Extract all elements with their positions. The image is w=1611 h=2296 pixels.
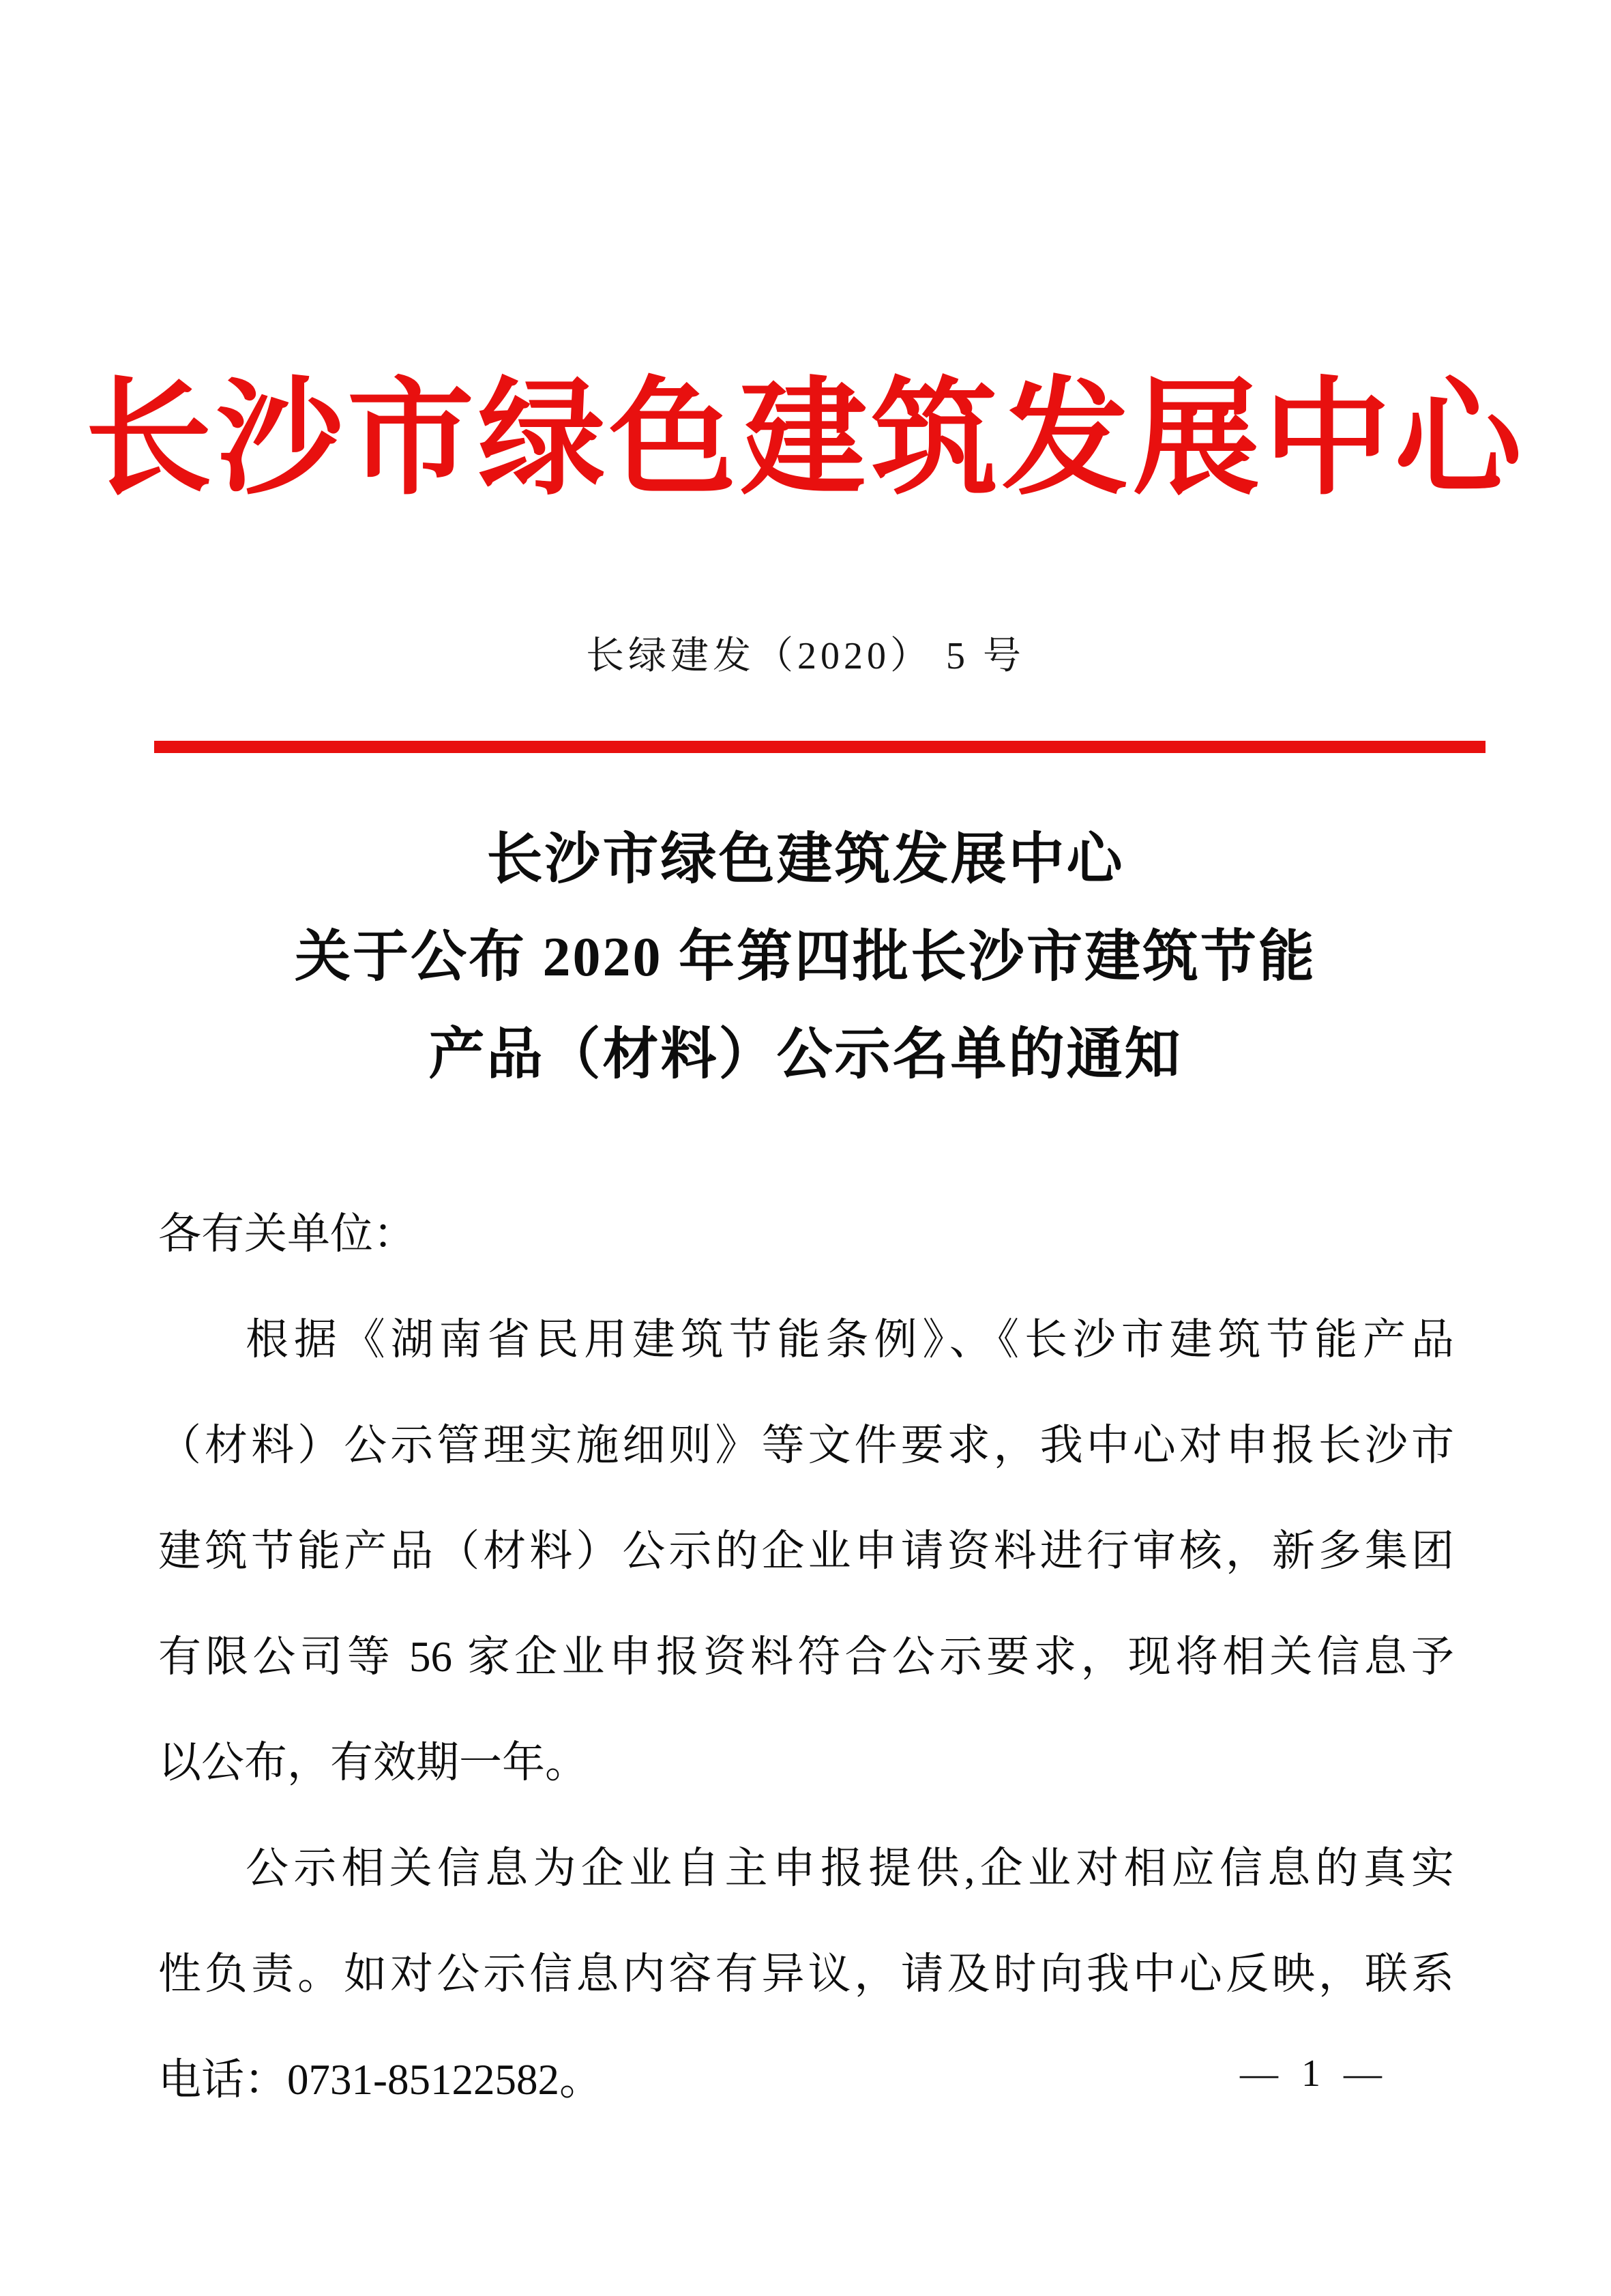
- paragraph-1-line-2: （材料）公示管理实施细则》等文件要求，我中心对申报长沙市: [158, 1422, 1454, 1469]
- paragraph-2-line-3: 电话：0731-85122582。: [158, 2056, 602, 2104]
- document-reference-number: 长绿建发（2020） 5 号: [586, 635, 1025, 677]
- salutation: 各有关单位：: [158, 1210, 416, 1258]
- notice-title-line-1: 长沙市绿色建筑发展中心: [486, 828, 1125, 890]
- letterhead-divider-rule: [154, 741, 1486, 753]
- paragraph-1-line-3: 建筑节能产品（材料）公示的企业申请资料进行审核，新多集团: [158, 1527, 1454, 1575]
- notice-title: [0, 810, 1611, 1103]
- letterhead-org-name: 长沙市绿色建筑发展中心: [85, 370, 1526, 510]
- paragraph-2-line-2: 性负责。如对公示信息内容有异议，请及时向我中心反映，联系: [158, 1950, 1454, 1998]
- paragraph-1-line-4: 有限公司等 56 家企业申报资料符合公示要求，现将相关信息予: [158, 1633, 1454, 1681]
- page-number: — 1 —: [1240, 2052, 1389, 2095]
- paragraph-2-line-1: 公示相关信息为企业自主申报提供,企业对相应信息的真实: [246, 1844, 1454, 1892]
- paragraph-1-line-5: 以公布，有效期一年。: [158, 1739, 588, 1786]
- paragraph-1-line-1: 根据《湖南省民用建筑节能条例》、《长沙市建筑节能产品: [246, 1316, 1454, 1364]
- notice-title-line-2: 关于公布 2020 年第四批长沙市建筑节能: [294, 926, 1316, 988]
- notice-body: [158, 1181, 1454, 2133]
- notice-title-line-3: 产品（材料）公示名单的通知: [428, 1023, 1183, 1085]
